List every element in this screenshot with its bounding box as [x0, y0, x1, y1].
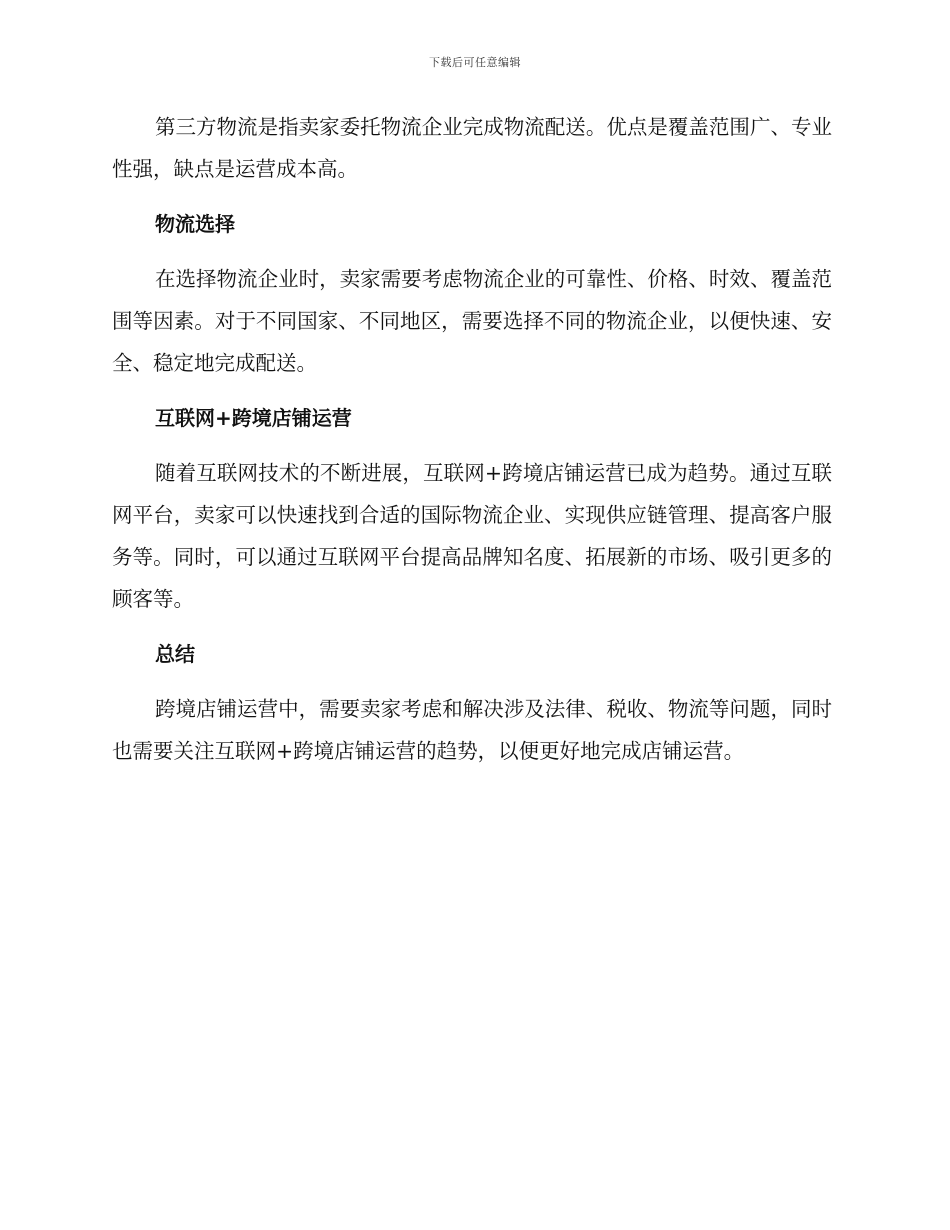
paragraph-internet-plus-operations: 随着互联网技术的不断进展，互联网+跨境店铺运营已成为趋势。通过互联网平台，卖家可以快速找到合适的国际物流企业、实现供应链管理、提高客户服务等。同时，可以通过互联网平台提高品牌知名度、拓展新的市场、吸引更多的顾客等。: [112, 461, 832, 611]
paragraph-logistics-selection: 在选择物流企业时，卖家需要考虑物流企业的可靠性、价格、时效、覆盖范围等因素。对于不同国家、不同地区，需要选择不同的物流企业，以便快速、安全、稳定地完成配送。: [112, 267, 832, 375]
heading-summary: 总结: [155, 642, 195, 666]
paragraph-third-party-logistics: 第三方物流是指卖家委托物流企业完成物流配送。优点是覆盖范围广、专业性强，缺点是运营成本高。: [112, 115, 832, 181]
paragraph-summary: 跨境店铺运营中，需要卖家考虑和解决涉及法律、税收、物流等问题，同时也需要关注互联网+跨境店铺运营的趋势，以便更好地完成店铺运营。: [112, 697, 832, 763]
heading-logistics-selection: 物流选择: [155, 212, 235, 236]
document-body: [112, 106, 832, 792]
page-header-note: 下载后可任意编辑: [429, 56, 521, 69]
heading-internet-plus-operations: 互联网+跨境店铺运营: [155, 406, 352, 430]
